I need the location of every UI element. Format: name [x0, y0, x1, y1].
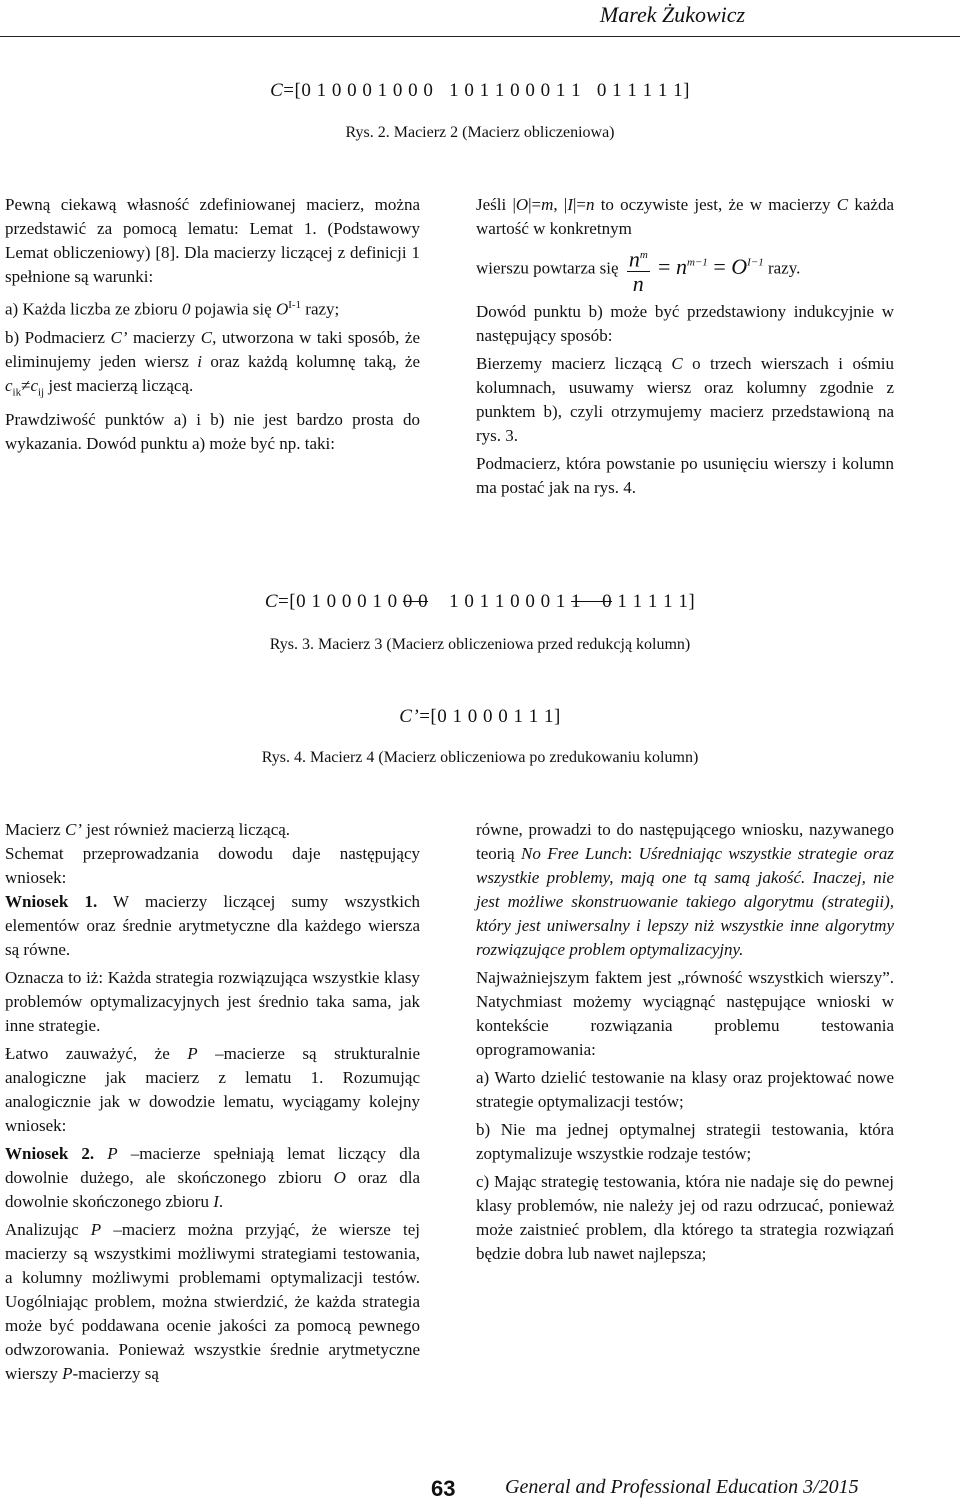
figure-3-caption: Rys. 3. Macierz 3 (Macierz obliczeniowa przed redukcją kolumn)	[269, 636, 691, 653]
paragraph-scheme: Schemat przeprowadzania dowodu daje następujący wniosek:	[5, 844, 420, 887]
paragraph-condition-a: a) Każda liczba ze zbioru 0 pojawia się $O^{I-1}$ razy;	[5, 299, 340, 319]
struck-columns-2: 1 0	[571, 591, 613, 612]
running-header-author: Marek Żukowicz	[599, 2, 746, 27]
page-footer	[0, 1465, 960, 1499]
paragraph-submatrix: Podmacierz, która powstanie po usunięciu wierszy i kolumn ma postać jak na rys. 4.	[476, 454, 894, 498]
paragraph-counting-matrix: Macierz C’ jest również macierzą liczącą.	[5, 820, 291, 839]
right-column-top	[476, 193, 894, 504]
formula-rhs: = $n^{m-1} = O^{I-1}$	[658, 253, 764, 279]
paragraph-analysis: Analizując P –macierz można przyjąć, że wiersze tej macierzy są wszystkimi możliwymi strategiami testowania, a kolumny możliwymi problemami optymalizacji testów. Uogólniając problem, można stwierdzić, że każda strategia może być poddawana ocenie jakości za pomocą pewnego odwzorowania. Ponieważ wszystkie średnie arytmetyczne wierszy P-macierzy są	[5, 1220, 420, 1383]
paragraph-if-sizes: Jeśli |O|=m, |I|=n to oczywiste jest, że w macierzy C każda wartość w konkretnym	[476, 195, 895, 238]
figure-2-caption: Rys. 2. Macierz 2 (Macierz obliczeniowa)	[345, 124, 615, 141]
paragraph-lemma-intro: Pewną ciekawą własność zdefiniowanej macierz, można przedstawić za pomocą lematu: Lemat 1. (Podstawowy Lemat obliczeniowy) [8]. Dla macierzy liczącej z definicji 1 spełnione są warunki:	[5, 195, 420, 286]
header-divider	[0, 36, 960, 37]
list-item-b: b) Nie ma jednej optymalnej strategii testowania, która zoptymalizuje wszystkie rodzaje testów;	[476, 1120, 894, 1163]
matrix-2-label: C	[270, 80, 284, 101]
list-item-c: c) Mając strategię testowania, która nie nadaje się do pewnej klasy problemów, nie należy jej od razu odrzucać, ponieważ może zaistnieć problem, dla którego ta strategia rozwiązań będzie dobra lub nawet najlepsza;	[476, 1172, 894, 1263]
matrix-4-body: =[0 1 0 0 0 1 1 1]	[419, 706, 561, 727]
paragraph-key-fact: Najważniejszym faktem jest „równość wszystkich wierszy”. Natychmiast możemy wyciągnąć następujące wnioski w kontekście rozwiązania problemu testowania oprogramowania:	[476, 968, 894, 1059]
matrix-3-label: C	[264, 591, 279, 612]
figure-4-caption: Rys. 4. Macierz 4 (Macierz obliczeniowa po zredukowaniu kolumn)	[261, 749, 699, 766]
matrix-4-label: C’	[399, 706, 420, 727]
formula-fraction: $\frac{n^m}{n}$	[627, 243, 650, 296]
formula-line: wierszu powtarza się $\frac{n^m}{n}$ = $n^{m-1} = O^{I-1}$ razy.	[476, 243, 894, 296]
paragraph-conclusion-1: Wniosek 1. W macierzy liczącej sumy wszystkich elementów oraz średnie arytmetyczne dla każdego wiersza są równe.	[5, 892, 420, 959]
paragraph-no-free-lunch: równe, prowadzi to do następującego wniosku, nazywanego teorią No Free Lunch: Uśredniając wszystkie strategie oraz wszystkie problemy, mają one tą samą jakość. Inaczej, nie jest możliwe skonstruowanie takiego algorytmu (strategii), który jest uniwersalny i lepszy niż wszystkie inne algorytmy rozwiązujące problem optymalizacyjny.	[476, 820, 894, 959]
list-item-a: a) Warto dzielić testowanie na klasy oraz projektować nowe strategie optymalizacji testów;	[476, 1068, 894, 1111]
struck-columns-1: 0 0	[402, 591, 429, 612]
left-column-bottom	[5, 818, 420, 1390]
matrix-4	[0, 705, 960, 729]
paragraph-proof-intro: Prawdziwość punktów a) i b) nie jest bardzo prosta do wykazania. Dowód punktu a) może być np. taki:	[5, 410, 420, 454]
page-number: 63	[431, 1476, 456, 1501]
paragraph-conclusion-2: Wniosek 2. P –macierze spełniają lemat liczący dla dowolnie dużego, ale skończonego zbioru O oraz dla dowolnie skończonego zbioru I.	[5, 1144, 420, 1211]
paragraph-induction: Dowód punktu b) może być przedstawiony indukcyjnie w następujący sposób:	[476, 302, 894, 346]
left-column-top	[5, 193, 420, 460]
matrix-2-body: =[0 1 0 0 0 1 0 0 0 1 0 1 1 0 0 0 1 1 0 1 1 1 1 1]	[283, 80, 690, 101]
paragraph-condition-b: b) Podmacierz C’ macierzy C, utworzona w taki sposób, że eliminujemy jeden wiersz i oraz każdą kolumnę taką, że $c_{ik}\ne c_{ij}$ jest macierzą liczącą.	[5, 327, 421, 399]
journal-name: General and Professional Education 3/2015	[505, 1476, 859, 1498]
paragraph-take-matrix: Bierzemy macierz liczącą C o trzech wierszach i ośmiu kolumnach, usuwamy wiersz oraz kolumny zgodnie z punktem b), czyli otrzymujemy macierz przedstawioną na rys. 3.	[476, 354, 895, 446]
matrix-2	[0, 79, 960, 103]
paragraph-meaning: Oznacza to iż: Każda strategia rozwiązująca wszystkie klasy problemów optymalizacyjnych jest średnio taka sama, jak inne strategie.	[5, 968, 420, 1035]
matrix-3: C=[0 1 0 0 0 1 0 0 0 1 0 1 1 0 0 0 1 1 0 1 1 1 1 1]	[264, 591, 696, 612]
paragraph-p-matrices: Łatwo zauważyć, że P –macierze są strukturalnie analogiczne jak macierz z lematu 1. Rozumując analogicznie jak w dowodzie lematu, wyciągamy kolejny wniosek:	[5, 1044, 420, 1135]
right-column-bottom	[476, 818, 894, 1270]
